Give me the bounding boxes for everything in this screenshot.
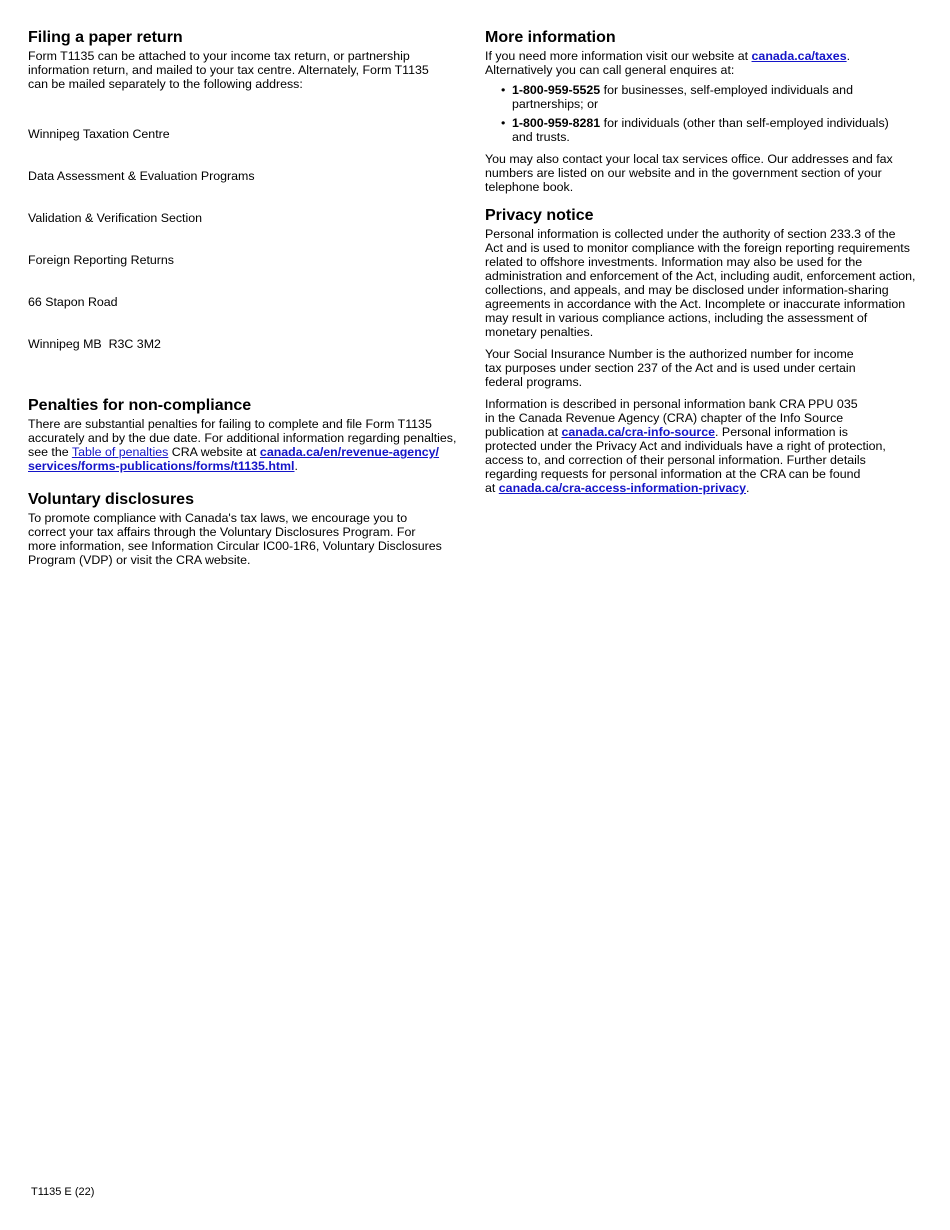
phone-description: for businesses, self-employed individuals and xyxy=(600,83,853,97)
address-line: 66 Stapon Road xyxy=(28,295,118,309)
voluntary-paragraph xyxy=(28,511,464,567)
more-info-text: If you need more information visit our website at xyxy=(485,49,752,63)
info-source-link[interactable]: canada.ca/cra-info-source xyxy=(561,425,716,439)
filing-paragraph xyxy=(28,49,464,91)
filing-line: Form T1135 can be attached to your income tax return, or partnership xyxy=(28,49,410,63)
more-info-heading: More information xyxy=(485,29,616,46)
voluntary-line: To promote compliance with Canada's tax laws, we encourage you to xyxy=(28,511,408,525)
filing-heading: Filing a paper return xyxy=(28,29,183,46)
penalties-section xyxy=(28,396,464,473)
privacy-line xyxy=(485,425,921,439)
penalties-paragraph xyxy=(28,417,464,473)
privacy-line: Information is described in personal information bank CRA PPU 035 xyxy=(485,397,858,411)
more-info-line: Alternatively you can call general enquires at: xyxy=(485,63,735,77)
tax-office-line: You may also contact your local tax services office. Our addresses and fax xyxy=(485,152,893,166)
voluntary-line: more information, see Information Circular IC00-1R6, Voluntary Disclosures xyxy=(28,539,442,553)
penalties-line: There are substantial penalties for failing to complete and file Form T1135 xyxy=(28,417,432,431)
privacy-heading: Privacy notice xyxy=(485,207,594,224)
privacy-line: related to offshore investments. Information may also be used for the xyxy=(485,255,863,269)
privacy-line: Your Social Insurance Number is the authorized number for income xyxy=(485,347,854,361)
more-info-line xyxy=(485,49,921,63)
phone-number: 1-800-959-5525 xyxy=(512,83,601,97)
privacy-line: regarding requests for personal information at the CRA can be found xyxy=(485,467,861,481)
penalties-text: see the xyxy=(28,445,72,459)
left-column xyxy=(28,28,464,567)
form-identifier: T1135 E (22) xyxy=(31,1186,95,1198)
more-info-paragraph xyxy=(485,49,921,77)
phone-line xyxy=(512,116,921,130)
penalties-line: accurately and by the due date. For additional information regarding penalties, xyxy=(28,431,457,445)
phone-list-item xyxy=(485,116,921,144)
privacy-line: agreements in accordance with the Act. Incomplete or inaccurate information xyxy=(485,297,906,311)
privacy-paragraph-1 xyxy=(485,227,921,339)
address-line: Foreign Reporting Returns xyxy=(28,253,175,267)
phone-line xyxy=(512,83,921,97)
phone-number: 1-800-959-8281 xyxy=(512,116,601,130)
mailing-address xyxy=(28,99,464,379)
t1135-form-link-continued[interactable]: services/forms-publications/forms/t1135.html xyxy=(28,459,295,473)
more-info-section xyxy=(485,28,921,194)
voluntary-section xyxy=(28,490,464,567)
more-info-text: . xyxy=(846,49,851,63)
privacy-line: administration and enforcement of the Act, including audit, enforcement action, xyxy=(485,269,916,283)
tax-office-paragraph xyxy=(485,152,921,194)
bullet-icon: • xyxy=(501,83,506,97)
penalties-heading: Penalties for non-compliance xyxy=(28,397,252,414)
penalties-line xyxy=(28,445,464,459)
t1135-form-link[interactable]: canada.ca/en/revenue-agency/ xyxy=(259,445,439,459)
privacy-paragraph-2 xyxy=(485,347,921,389)
privacy-line: access to, and correction of their personal information. Further details xyxy=(485,453,866,467)
address-line: Winnipeg Taxation Centre xyxy=(28,127,170,141)
phone-list-item xyxy=(485,83,921,111)
privacy-text: . xyxy=(746,481,750,495)
canada-taxes-link[interactable]: canada.ca/taxes xyxy=(751,49,847,63)
right-column xyxy=(485,28,921,495)
penalties-line xyxy=(28,459,464,473)
access-information-privacy-link[interactable]: canada.ca/cra-access-information-privacy xyxy=(498,481,747,495)
penalties-text: . xyxy=(294,459,298,473)
phone-line: and trusts. xyxy=(512,130,570,144)
privacy-line: may result in various compliance actions, including the assessment of xyxy=(485,311,868,325)
privacy-line: monetary penalties. xyxy=(485,325,594,339)
voluntary-line: Program (VDP) or visit the CRA website. xyxy=(28,553,251,567)
privacy-line: tax purposes under section 237 of the Act and is used under certain xyxy=(485,361,856,375)
privacy-text: at xyxy=(485,481,499,495)
phone-line: partnerships; or xyxy=(512,97,599,111)
address-line: Validation & Verification Section xyxy=(28,211,203,225)
voluntary-heading: Voluntary disclosures xyxy=(28,491,194,508)
privacy-section xyxy=(485,206,921,495)
privacy-line xyxy=(485,481,921,495)
privacy-paragraph-3 xyxy=(485,397,921,495)
privacy-line: collections, and appeals, and may be disclosed under information-sharing xyxy=(485,283,889,297)
filing-line: can be mailed separately to the following address: xyxy=(28,77,303,91)
filing-section xyxy=(28,28,464,379)
phone-list xyxy=(485,83,921,144)
tax-office-line: numbers are listed on our website and in the government section of your xyxy=(485,166,882,180)
filing-line: information return, and mailed to your tax centre. Alternately, Form T1135 xyxy=(28,63,429,77)
penalties-text: CRA website at xyxy=(168,445,260,459)
address-line: Winnipeg MB R3C 3M2 xyxy=(28,337,161,351)
bullet-icon: • xyxy=(501,116,506,130)
tax-office-line: telephone book. xyxy=(485,180,574,194)
privacy-line: protected under the Privacy Act and individuals have a right of protection, xyxy=(485,439,886,453)
privacy-line: Personal information is collected under the authority of section 233.3 of the xyxy=(485,227,896,241)
privacy-line: in the Canada Revenue Agency (CRA) chapter of the Info Source xyxy=(485,411,844,425)
privacy-line: federal programs. xyxy=(485,375,583,389)
privacy-line: Act and is used to monitor compliance with the foreign reporting requirements xyxy=(485,241,910,255)
table-of-penalties-link[interactable]: Table of penalties xyxy=(71,445,169,459)
privacy-text: . Personal information is xyxy=(715,425,848,439)
privacy-text: publication at xyxy=(485,425,562,439)
voluntary-line: correct your tax affairs through the Voluntary Disclosures Program. For xyxy=(28,525,416,539)
address-line: Data Assessment & Evaluation Programs xyxy=(28,169,255,183)
phone-description: for individuals (other than self-employed individuals) xyxy=(600,116,889,130)
